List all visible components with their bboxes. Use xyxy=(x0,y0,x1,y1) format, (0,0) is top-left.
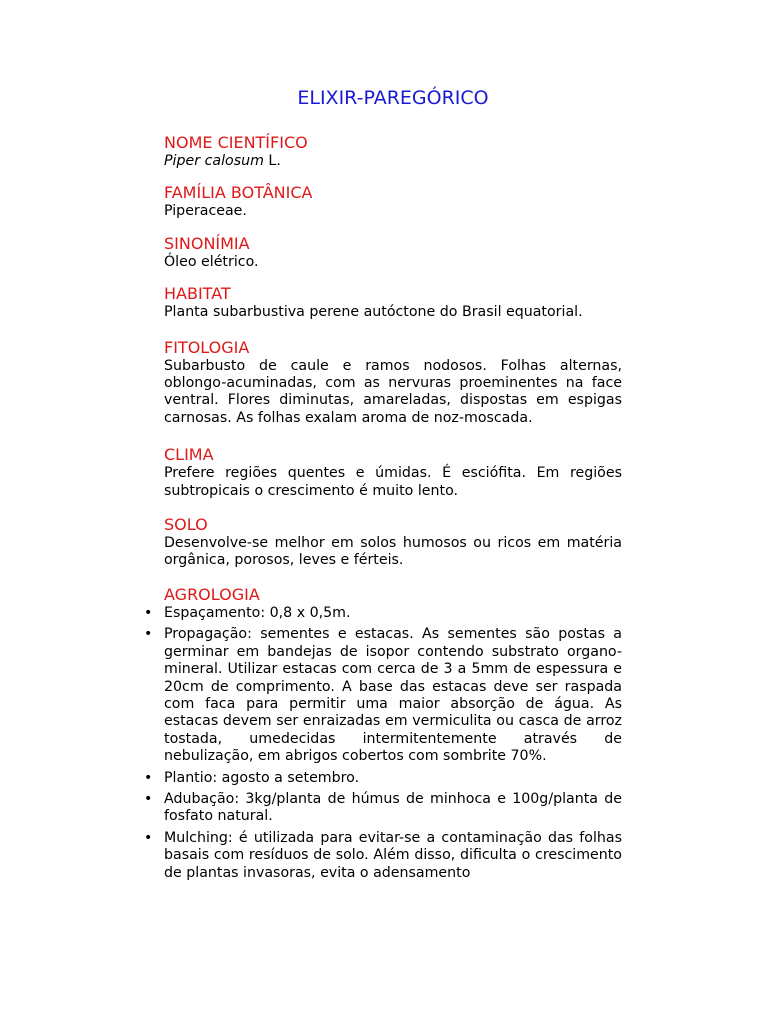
list-item xyxy=(144,604,622,622)
section-heading: NOME CIENTÍFICO xyxy=(164,133,308,152)
section-text: Planta subarbustiva perene autóctone do Brasil equatorial. xyxy=(164,304,583,321)
section-heading: FAMÍLIA BOTÂNICA xyxy=(164,183,313,203)
list-item-text: Espaçamento: 0,8 x 0,5m. xyxy=(164,604,351,621)
section-fitologia xyxy=(164,338,622,428)
list-item-text: Adubação: 3kg/planta de húmus de minhoca e 100g/planta de fosfato natural. xyxy=(164,790,622,825)
section-agrologia xyxy=(144,584,622,882)
list-item-text: Plantio: agosto a setembro. xyxy=(164,769,360,786)
section-nome-cientifico xyxy=(164,133,622,170)
list-item xyxy=(144,769,622,787)
list-item-text: Mulching: é utilizada para evitar-se a contaminação das folhas basais com resíduos de solo. Além disso, dificulta o crescimento de plantas invasoras, evita o adensamento xyxy=(164,829,622,881)
bullet-icon: • xyxy=(144,829,153,846)
section-text: Desenvolve-se melhor em solos humosos ou ricos em matéria orgânica, porosos, leves e férteis. xyxy=(164,535,622,569)
bullet-icon: • xyxy=(144,769,153,786)
section-solo xyxy=(164,515,622,570)
section-heading: SINONÍMIA xyxy=(164,233,250,253)
bullet-icon: • xyxy=(144,604,153,621)
scientific-name-species: Piper calosum xyxy=(164,153,264,169)
section-heading: SOLO xyxy=(164,515,208,535)
list-item-text: Propagação: sementes e estacas. As sementes são postas a germinar em bandejas de isopor contendo substrato organo-mineral. Utilizar estacas com cerca de 3 a 5mm de espessura e 20cm de comprimento. A base das estacas deve ser raspada com faca para permitir uma maior absorção de água. As estacas devem ser enraizadas em vermiculita ou casca de arroz tostada, umedecidas intermitentemente através de nebulização, em abrigos cobertos com sombrite 70%. xyxy=(164,626,622,765)
section-familia-botanica xyxy=(164,183,622,220)
section-heading: HABITAT xyxy=(164,284,231,304)
bullet-icon: • xyxy=(144,790,153,807)
section-sinonimia xyxy=(164,234,622,271)
section-text: Prefere regiões quentes e úmidas. É esciófita. Em regiões subtropicais o crescimento é muito lento. xyxy=(164,465,622,499)
section-text: Piperaceae. xyxy=(164,203,247,220)
document-body xyxy=(144,133,622,886)
section-heading: CLIMA xyxy=(164,445,214,465)
list-item xyxy=(144,829,622,882)
list-item xyxy=(144,626,622,765)
section-text: Óleo elétrico. xyxy=(164,253,259,270)
document-title: ELIXIR-PAREGÓRICO xyxy=(297,87,489,109)
section-heading: FITOLOGIA xyxy=(164,337,250,357)
section-heading: AGROLOGIA xyxy=(164,584,260,604)
scientific-name-author: L. xyxy=(263,153,281,169)
agrologia-list xyxy=(144,604,622,882)
scientific-name xyxy=(164,153,622,170)
section-clima xyxy=(164,445,622,500)
section-habitat xyxy=(164,284,622,321)
section-text: Subarbusto de caule e ramos nodosos. Folhas alternas, oblongo-acuminadas, com as nervuras proeminentes na face ventral. Flores diminutas, amareladas, dispostas em espigas carnosas. As folhas exalam aroma de noz-moscada. xyxy=(164,357,622,426)
list-item xyxy=(144,790,622,826)
bullet-icon: • xyxy=(144,626,153,643)
